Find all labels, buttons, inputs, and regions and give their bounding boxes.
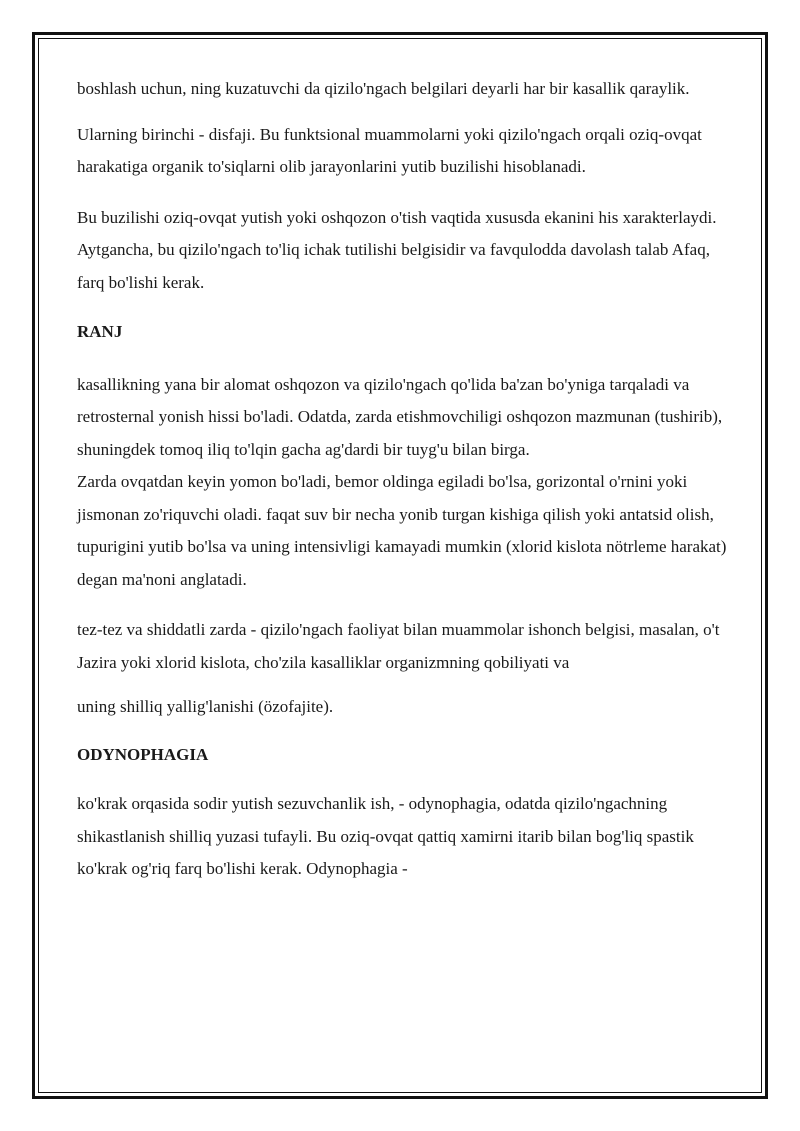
paragraph-heartburn-frequency-tail: uning shilliq yallig'lanishi (özofajite). (77, 697, 334, 716)
paragraph-heartburn: kasallikning yana bir alomat oshqozon va qizilo'ngach qo'lida ba'zan bo'yniga tarqaladi va retrosternal yonish hissi bo'ladi. Odatda, zarda etishmovchiligi oshqozon mazmunan (tushirib), shuningdek tomoq iliq to'lqin gacha ag'dardi bir tuyg'u bilan birga. (77, 374, 723, 459)
document-body (77, 73, 727, 886)
heading-odynophagia: ODYNOPHAGIA (77, 744, 209, 764)
paragraph-heartburn-detail: Zarda ovqatdan keyin yomon bo'ladi, bemor oldinga egiladi bo'lsa, gorizontal o'rnini yoki jismonan zo'riquvchi oladi. faqat suv bir necha yonib turgan kishiga qilish yoki antatsid olish, tupurigini yutib bo'lsa va uning intensivligi kamayadi mumkin (xlorid kislota nötrleme harakat) degan ma'noni anglatadi. (77, 472, 727, 589)
paragraph-heartburn-frequency (77, 614, 727, 724)
paragraph-dysphagia-detail: Bu buzilishi oziq-ovqat yutish yoki oshqozon o'tish vaqtida xususda ekanini his xarakterlaydi. Aytgancha, bu qizilo'ngach to'liq ichak tutilishi belgisidir va favqulodda davolash talab Afaq, farq bo'lishi kerak. (77, 207, 717, 292)
paragraph-dysphagia: Ularning birinchi - disfaji. Bu funktsional muammolarni yoki qizilo'ngach orqali oziq-ovqat harakatiga organik to'siqlarni olib jarayonlarini yutib buzilishi hisoblanadi. (77, 124, 702, 176)
paragraph-odynophagia: ko'krak orqasida sodir yutish sezuvchanlik ish, - odynophagia, odatda qizilo'ngachning shikastlanish shilliq yuzasi tufayli. Bu oziq-ovqat qattiq xamirni itarib bilan bog'liq spastik ko'krak og'riq farq bo'lishi kerak. Odynophagia - (77, 794, 694, 878)
paragraph-intro: boshlash uchun, ning kuzatuvchi da qizilo'ngach belgilari deyarli har bir kasallik qaraylik. (77, 79, 690, 98)
heading-ranj: RANJ (77, 322, 123, 341)
paragraph-heartburn-frequency-main: tez-tez va shiddatli zarda - qizilo'ngach faoliyat bilan muammolar ishonch belgisi, masalan, o't Jazira yoki xlorid kislota, cho'zila kasalliklar organizmning qobiliyati va (77, 620, 720, 672)
